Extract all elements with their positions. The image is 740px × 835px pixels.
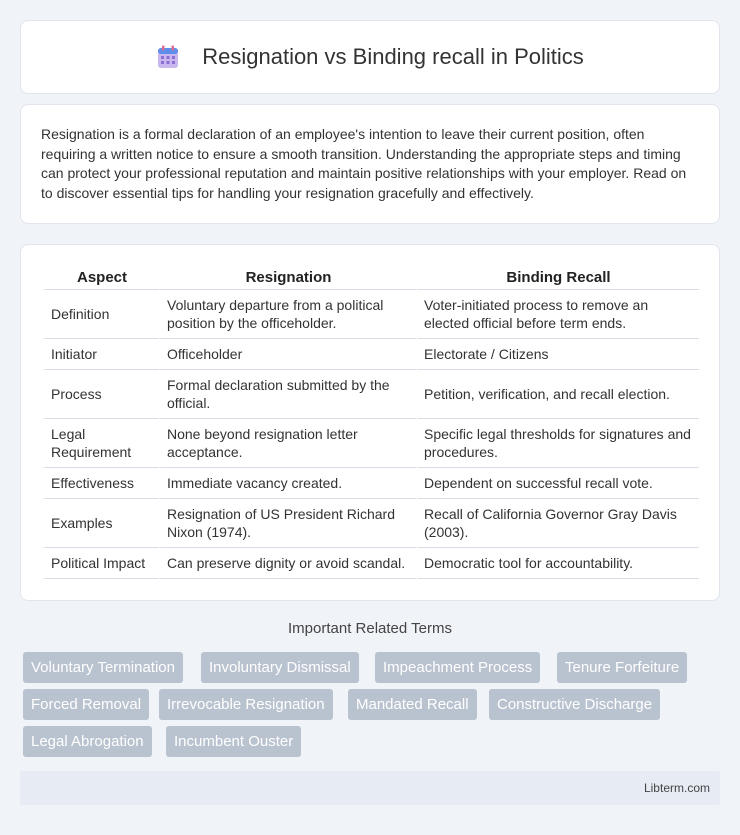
table-cell: Political Impact [43, 548, 159, 579]
table-header-row [43, 267, 699, 290]
related-term-tag[interactable]: Impeachment Process [375, 652, 540, 683]
footer-site-link[interactable]: Libterm.com [643, 781, 710, 795]
table-cell: Definition [43, 290, 159, 339]
table-cell: Effectiveness [43, 468, 159, 499]
calendar-icon [156, 45, 180, 69]
related-term-tag[interactable]: Involuntary Dismissal [201, 652, 359, 683]
related-term-tag[interactable]: Irrevocable Resignation [159, 689, 333, 720]
table-cell: Dependent on successful recall vote. [416, 468, 699, 499]
table-cell: Resignation of US President Richard Nixon (1974). [159, 499, 416, 548]
table-cell: Process [43, 370, 159, 419]
table-cell: Petition, verification, and recall election. [416, 370, 699, 419]
table-cell: Specific legal thresholds for signatures and procedures. [416, 419, 699, 468]
table-cell: Voluntary departure from a political position by the officeholder. [159, 290, 416, 339]
intro-text: Resignation is a formal declaration of an employee's intention to leave their current position, often requiring a written notice to ensure a smooth transition. Understanding the appropriate steps and timing can protect your professional reputation and maintain positive relationships with your employer. Read on to discover essential tips for handling your resignation gracefully and effectively. [41, 126, 687, 201]
intro-card [20, 104, 720, 224]
table-cell: Officeholder [159, 339, 416, 370]
table-cell: Legal Requirement [43, 419, 159, 468]
table-row [43, 419, 699, 468]
header-card [20, 20, 720, 94]
comparison-table [43, 267, 699, 579]
table-cell: Democratic tool for accountability. [416, 548, 699, 579]
footer [20, 771, 720, 805]
table-row [43, 468, 699, 499]
column-header: Binding Recall [416, 267, 699, 290]
table-row [43, 339, 699, 370]
related-term-tag[interactable]: Tenure Forfeiture [557, 652, 687, 683]
table-row [43, 290, 699, 339]
table-row [43, 499, 699, 548]
related-term-tag[interactable]: Legal Abrogation [23, 726, 152, 757]
page-title: Resignation vs Binding recall in Politics [202, 44, 584, 69]
related-terms-title: Important Related Terms [288, 620, 452, 637]
table-row [43, 548, 699, 579]
column-header: Aspect [43, 267, 159, 290]
related-term-tag[interactable]: Voluntary Termination [23, 652, 183, 683]
column-header: Resignation [159, 267, 416, 290]
table-cell: Examples [43, 499, 159, 548]
related-term-tag[interactable]: Incumbent Ouster [166, 726, 301, 757]
table-cell: Recall of California Governor Gray Davis (2003). [416, 499, 699, 548]
table-cell: None beyond resignation letter acceptance. [159, 419, 416, 468]
related-term-tag[interactable]: Forced Removal [23, 689, 149, 720]
table-cell: Formal declaration submitted by the official. [159, 370, 416, 419]
comparison-table-card [20, 244, 720, 601]
table-cell: Immediate vacancy created. [159, 468, 416, 499]
related-term-tag[interactable]: Constructive Discharge [489, 689, 660, 720]
table-cell: Can preserve dignity or avoid scandal. [159, 548, 416, 579]
related-term-tag[interactable]: Mandated Recall [348, 689, 477, 720]
table-cell: Voter-initiated process to remove an elected official before term ends. [416, 290, 699, 339]
table-cell: Initiator [43, 339, 159, 370]
table-cell: Electorate / Citizens [416, 339, 699, 370]
table-row [43, 370, 699, 419]
